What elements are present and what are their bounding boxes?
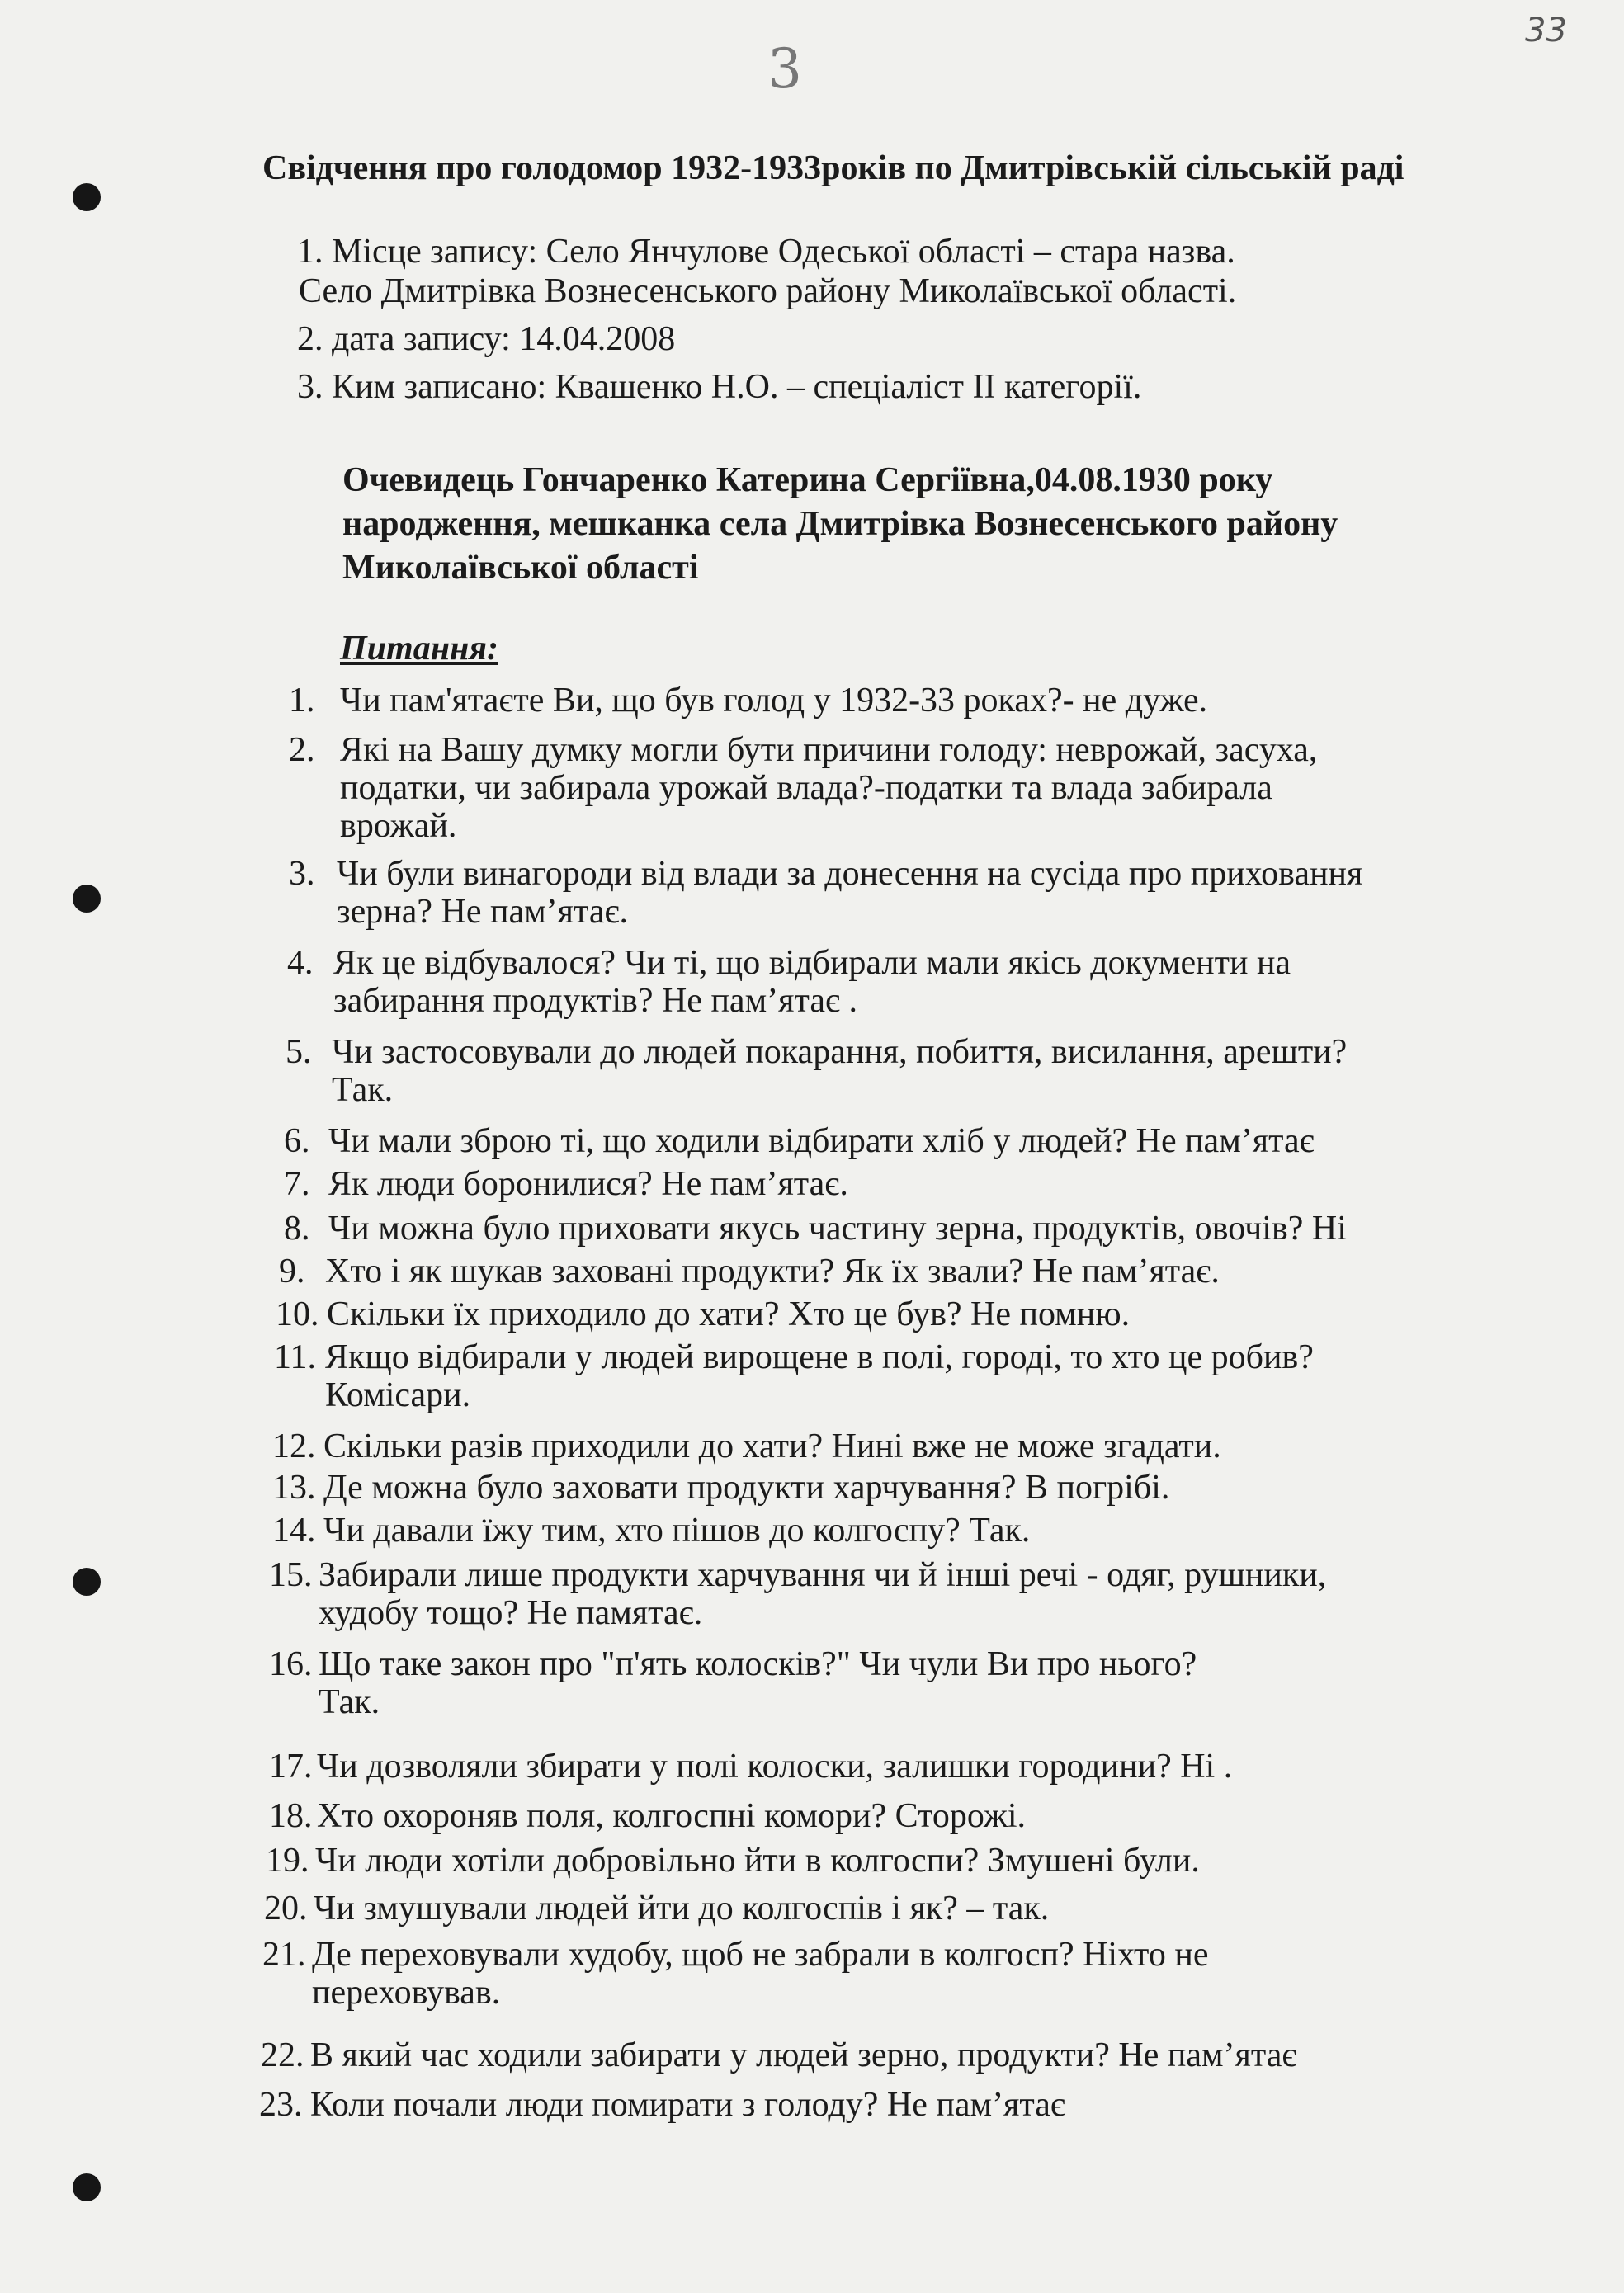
- question-number: 23.: [259, 2086, 303, 2124]
- question-number: 16.: [269, 1645, 313, 1683]
- question-number: 15.: [269, 1556, 313, 1594]
- question-number: 22.: [261, 2036, 304, 2074]
- question-number: 11.: [274, 1338, 316, 1376]
- record-info-text: Село Дмитрівка Вознесенського району Миколаївської області.: [299, 272, 1237, 310]
- handwritten-mark: 3: [767, 37, 802, 101]
- question-text: Чи люди хотіли добровільно йти в колгоспи? Змушені були.: [315, 1842, 1200, 1880]
- witness-info: [342, 459, 1498, 590]
- question-text: Чи можна було приховати якусь частину зерна, продуктів, овочів? Ні: [328, 1210, 1347, 1248]
- question-number: 5.: [286, 1033, 312, 1071]
- question-number: 17.: [269, 1748, 313, 1786]
- question-number: 21.: [262, 1936, 306, 1974]
- question-text: Які на Вашу думку могли бути причини голоду: неврожай, засуха, податки, чи забирала урожай влада?-податки та влада забирала врожай.: [340, 731, 1318, 845]
- record-info-text: дата запису: 14.04.2008: [332, 320, 676, 358]
- question-text: Чи пам'ятаєте Ви, що був голод у 1932-33 роках?- не дуже.: [340, 682, 1208, 720]
- record-info-item: [297, 368, 1141, 406]
- handwritten-page-number: 33: [1525, 12, 1567, 50]
- question-text: Скільки їх приходило до хати? Хто це був? Не помню.: [327, 1295, 1131, 1333]
- witness-line: народження, мешканка села Дмитрівка Вознесенського району: [342, 505, 1338, 543]
- record-info-item: [297, 233, 1235, 271]
- witness-line: Очевидець Гончаренко Катерина Сергіївна,04.08.1930 року: [342, 461, 1273, 499]
- question-text: Де переховували худобу, щоб не забрали в колгосп? Ніхто не переховував.: [312, 1936, 1209, 2012]
- question-text: Чи мали зброю ті, що ходили відбирати хліб у людей? Не пам’ятає: [328, 1122, 1315, 1160]
- question-number: 18.: [269, 1797, 313, 1835]
- punch-hole: [73, 1568, 101, 1596]
- question-text: Якщо відбирали у людей вирощене в полі, городі, то хто це робив? Комісари.: [325, 1338, 1314, 1414]
- question-text: Як це відбувалося? Чи ті, що відбирали мали якісь документи на забирання продуктів? Не пам’ятає .: [333, 944, 1291, 1020]
- question-text: Чи застосовували до людей покарання, побиття, висилання, арешти? Так.: [332, 1033, 1348, 1109]
- document-title: Свідчення про голодомор 1932-1933років по Дмитрівській сільській раді: [262, 149, 1404, 187]
- question-number: 14.: [272, 1512, 316, 1550]
- question-number: 10.: [276, 1295, 319, 1333]
- question-text: Чи дозволяли збирати у полі колоски, залишки городини? Ні .: [317, 1748, 1233, 1786]
- question-number: 6.: [284, 1122, 310, 1160]
- question-number: 19.: [266, 1842, 309, 1880]
- question-text: Забирали лише продукти харчування чи й інші речі - одяг, рушники, худобу тощо? Не памятає.: [319, 1556, 1327, 1632]
- question-text: Що таке закон про "п'ять колосків?" Чи чули Ви про нього? Так.: [319, 1645, 1197, 1721]
- question-text: Коли почали люди помирати з голоду? Не пам’ятає: [310, 2086, 1065, 2124]
- record-info-text: Місце запису: Село Янчулове Одеської області – стара назва.: [332, 233, 1235, 271]
- question-text: Чи змушували людей йти до колгоспів і як? – так.: [314, 1890, 1050, 1927]
- question-text: Скільки разів приходили до хати? Нині вже не може згадати.: [323, 1427, 1221, 1465]
- record-info-number: 2.: [297, 320, 323, 358]
- question-text: Чи давали їжу тим, хто пішов до колгоспу? Так.: [323, 1512, 1031, 1550]
- question-text: Чи були винагороди від влади за донесення на сусіда про приховання зерна? Не пам’ятає.: [337, 855, 1363, 931]
- question-number: 2.: [289, 731, 315, 769]
- record-info-text: Ким записано: Квашенко Н.О. – спеціаліст ІІ категорії.: [332, 368, 1142, 406]
- witness-line: Миколаївської області: [342, 549, 699, 587]
- question-text: Хто і як шукав заховані продукти? Як їх звали? Не пам’ятає.: [325, 1253, 1220, 1290]
- punch-hole: [73, 885, 101, 913]
- question-text: Де можна було заховати продукти харчування? В погрібі.: [323, 1469, 1170, 1507]
- question-number: 8.: [284, 1210, 310, 1248]
- question-number: 9.: [279, 1253, 305, 1290]
- question-number: 3.: [289, 855, 315, 893]
- question-number: 12.: [272, 1427, 316, 1465]
- record-info-number: 1.: [297, 233, 323, 271]
- questions-heading: Питання:: [340, 630, 498, 668]
- record-info-item: [297, 320, 675, 358]
- punch-hole: [73, 183, 101, 211]
- question-number: 4.: [287, 944, 314, 982]
- punch-hole: [73, 2173, 101, 2201]
- question-number: 20.: [264, 1890, 308, 1927]
- question-text: Хто охороняв поля, колгоспні комори? Сторожі.: [317, 1797, 1027, 1835]
- question-text: Як люди боронилися? Не пам’ятає.: [328, 1165, 848, 1203]
- question-number: 13.: [272, 1469, 316, 1507]
- record-info-number: 3.: [297, 368, 323, 406]
- question-number: 7.: [284, 1165, 310, 1203]
- question-number: 1.: [289, 682, 315, 720]
- record-info-item: [299, 272, 1236, 310]
- question-text: В який час ходили забирати у людей зерно, продукти? Не пам’ятає: [310, 2036, 1297, 2074]
